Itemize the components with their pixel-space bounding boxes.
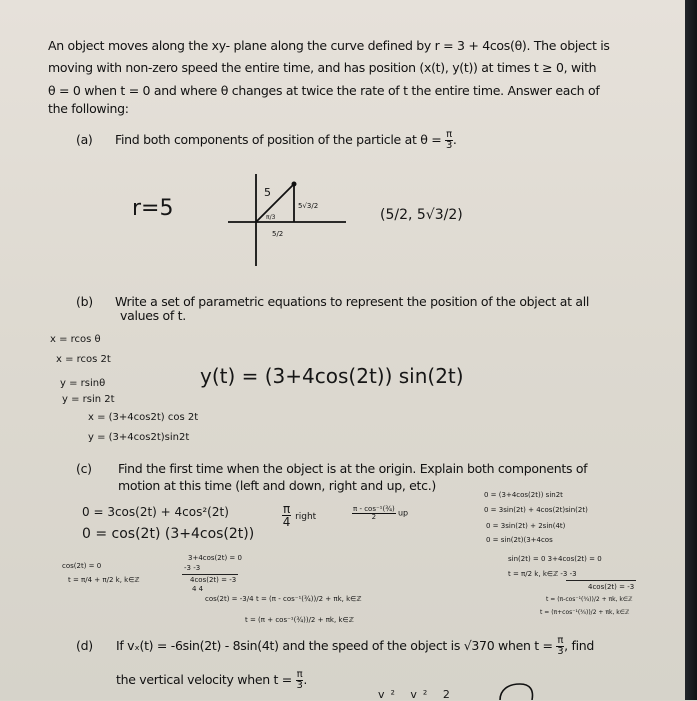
part-b-work-6: y = (3+4cos2t)sin2t [88,432,190,443]
part-c-right-work-9: t = (π+cos⁻¹(¾))/2 + πk, k∈ℤ [540,609,630,616]
part-c-right-work-2: 0 = 3sin(2t) + 4cos(2t)sin(2t) [484,506,588,514]
svg-text:5√3/2: 5√3/2 [298,202,319,210]
pi-over-4: $\frac{\pi}{4}$ [282,502,291,529]
part-d-label: (d) [76,638,93,653]
part-c-right-work-5: sin(2t) = 0 3+4cos(2t) = 0 [508,555,602,563]
part-c-question-line-2: motion at this time (left and down, right and up, etc.) [118,478,436,493]
part-c-right-work-4: 0 = sin(2t)(3+4cos [486,536,553,544]
part-d-t-fraction-2: $\frac{\pi}{3}$ [296,669,303,691]
part-b-question-line-1: Write a set of parametric equations to represent the position of the object at all [115,294,590,309]
part-c-eq-1: 0 = 3cos(2t) + 4cos²(2t) [82,505,229,519]
svg-text:5: 5 [264,186,271,199]
part-a-question: Find both components of position of the particle at θ = $\frac{\pi}{3}$ . [115,129,457,151]
part-d-question-end: , find [564,638,595,653]
part-c-mid-work-5: cos(2t) = -3/4 [205,595,254,603]
part-c-alt-time-up: $\frac{\text{π - cos⁻¹(¾)}}{2}$ up [353,505,409,521]
part-c-right-work-1: 0 = (3+4cos(2t)) sin2t [484,491,563,499]
part-b-work-1: x = rcos θ [50,334,101,345]
part-d-circled-mark [496,680,536,700]
part-b-work-4: y = rsin 2t [62,394,115,405]
svg-text:5/2: 5/2 [272,230,284,238]
part-a-triangle-diagram [228,172,348,268]
part-c-right-work-6: t = π/2 k, k∈ℤ -3 -3 [508,570,577,578]
part-c-pi4-right: $\frac{\pi}{4}$ right [282,502,317,529]
intro-line-1: An object moves along the xy- plane along the curve defined by r = 3 + 4cos(θ). The object is [48,38,610,53]
part-c-mid-work-7: t = (π + cos⁻¹(¾))/2 + πk, k∈ℤ [245,616,354,624]
part-c-mid-work-1: 3+4cos(2t) = 0 [188,554,242,562]
part-c-left-work-1: cos(2t) = 0 [62,562,102,570]
part-c-mid-work-4: 4 4 [192,585,204,593]
part-c-right-work-3: 0 = 3sin(2t) + 2sin(4t) [486,522,566,530]
photo-dark-edge [685,0,697,700]
part-c-mid-work-6: t = (π - cos⁻¹(¾))/2 + πk, k∈ℤ [256,595,362,603]
part-b-work-3: y = rsinθ [60,378,106,389]
part-c-question-line-1: Find the first time when the object is at the origin. Explain both components of [118,461,588,476]
part-c-mid-work-3: 4cos(2t) = -3 [190,576,237,584]
part-b-work-5: x = (3+4cos2t) cos 2t [88,412,199,423]
part-b-question-line-2: values of t. [120,308,186,323]
part-d-question-b-text: the vertical velocity when t = [116,672,292,687]
part-b-y-answer: y(t) = (3+4cos(2t)) sin(2t) [200,364,464,388]
intro-line-4: the following: [48,101,129,116]
part-a-r-answer: r=5 [132,196,174,221]
part-a-label: (a) [76,132,93,147]
intro-line-3: θ = 0 when t = 0 and where θ changes at twice the rate of t the entire time. Answer each of [48,83,600,98]
part-c-right-divider [566,580,636,581]
svg-text:π/3: π/3 [266,214,276,221]
part-c-right-work-8: t = (π-cos⁻¹(¾))/2 + πk, k∈ℤ [546,596,633,603]
part-c-mid-divider [182,574,238,575]
part-c-label: (c) [76,461,92,476]
part-d-question-text: If vₓ(t) = -6sin(2t) - 8sin(4t) and the speed of the object is √370 when t = [116,638,553,653]
part-d-question-line-2: the vertical velocity when t = $\frac{\pi}{3}$ . [116,669,308,691]
part-b-label: (b) [76,294,93,309]
part-c-mid-work-2: -3 -3 [184,564,201,572]
part-c-eq-2: 0 = cos(2t) (3+4cos(2t)) [82,526,255,542]
part-c-right-work-7: 4cos(2t) = -3 [588,583,635,591]
intro-line-2: moving with non-zero speed the entire time, and has position (x(t), y(t)) at times t ≥ 0, with [48,60,597,75]
part-d-partial-work: v² v² 2 [378,688,456,701]
part-d-t-fraction-1: $\frac{\pi}{3}$ [557,635,564,657]
part-a-theta-fraction: $\frac{\pi}{3}$ [445,129,453,151]
part-a-point-answer: (5/2, 5√3/2) [380,207,463,223]
part-b-work-2: x = rcos 2t [56,354,111,365]
part-c-left-work-2: t = π/4 + π/2 k, k∈ℤ [68,576,140,584]
part-a-question-text: Find both components of position of the particle at θ = [115,132,442,147]
alt-time-fraction: $\frac{\text{π - cos⁻¹(¾)}}{2}$ [353,505,395,521]
part-d-question-line-1 [116,636,594,657]
